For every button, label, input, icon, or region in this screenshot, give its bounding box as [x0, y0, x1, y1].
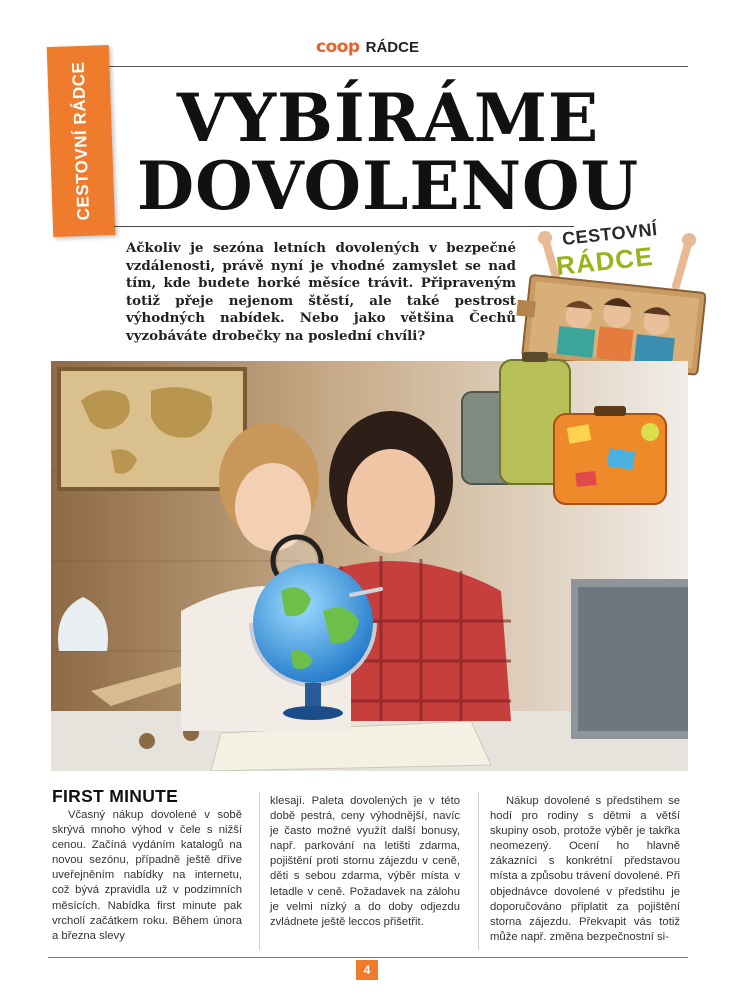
page-number: 4 [356, 960, 378, 980]
badge-line-1: CESTOVNÍ [561, 219, 659, 249]
header-divider [72, 66, 688, 67]
body-column-1 [52, 808, 242, 944]
section-name: RÁDCE [365, 38, 419, 56]
brand-header [316, 36, 419, 58]
coop-logo: coop [316, 37, 360, 57]
footer-divider [48, 957, 688, 958]
intro-paragraph [126, 240, 516, 346]
title-line-1: VYBÍRÁME [176, 79, 600, 157]
side-tag-label: CESTOVNÍ RÁDCE [68, 61, 93, 221]
intro-text: Ačkoliv je sezóna letních dovolených v bezpečné vzdálenosti, právě nyní je vhodné zamyslet se nad tím, kde budete horké měsíce trávit. Připraveným totiž přeje nejenom štěstí, ale také pestrost výhodných nabídek. Nebo jako většina Čechů vyzobáváte drobečky na poslední chvíli? [126, 240, 516, 344]
suitcase-stack [458, 352, 678, 512]
page-title [128, 79, 648, 225]
body-column-2 [270, 794, 460, 930]
title-divider [114, 226, 574, 227]
body-paragraph-3: Nákup dovolené s předstihem se hodí pro rodiny s dětmi a větší skupiny osob, protože výběr je takřka neomezený. Ocení ho hlavně zákazníci s konkrétní představou místa a způsobu trávení dovolené. Při objednávce dovolené v předstihu je doporučováno připlatit za pojištění storna zájezdu. Překvapit vás totiž může např. změna bezpečnostní si- [490, 795, 680, 943]
section-heading: FIRST MINUTE [52, 786, 179, 806]
body-paragraph-2: klesají. Paleta dovolených je v této době pestrá, ceny výhodnější, navíc je často možné využít další bonusy, např. parkování na letišti zdarma, pojištění proti stornu zájezdu v ceně, děti s sebou zdarma, výběr místa v letadle v ceně. Požadavek na zálohu je velmi nízký a do doby odjezdu zvládnete ještě leccos přišetřit. [270, 795, 460, 928]
body-column-3 [490, 794, 680, 945]
column-divider-2 [478, 792, 479, 950]
column-divider-1 [259, 792, 260, 950]
suitcases-illustration [458, 352, 678, 512]
body-paragraph-1: Včasný nákup dovolené v sobě skrývá mnoho výhod v čele s nižší cenou. Začíná vydáním katalogů na novou sezónu, případně ještě dříve uveřejněním nabídky na internetu, což bývá zpravidla už v podzimních měsících. Nabídka first minute pak vrcholí začátkem roku. Během února a března slevy [52, 809, 242, 942]
side-tag [47, 45, 116, 237]
badge-line-2: RÁDCE [554, 240, 655, 282]
title-line-2: DOVOLENOU [136, 147, 640, 225]
